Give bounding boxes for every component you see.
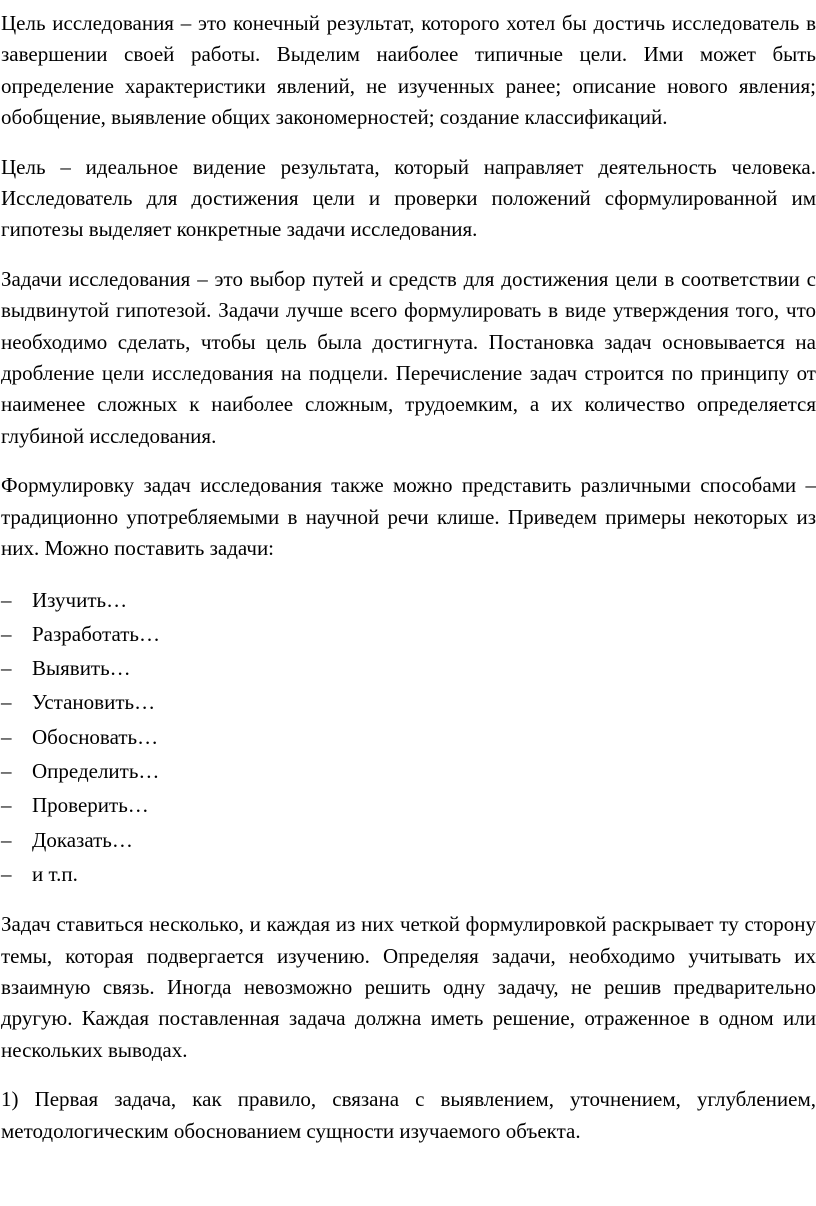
list-item	[1, 583, 816, 617]
list-item-text: и т.п.	[32, 861, 78, 886]
list-bullet: –	[1, 621, 12, 646]
list-item	[1, 720, 816, 754]
task-verb-list	[1, 583, 816, 892]
list-bullet: –	[1, 793, 12, 818]
list-item-text: Выявить…	[32, 656, 131, 681]
list-item	[1, 857, 816, 891]
list-bullet: –	[1, 827, 12, 852]
list-bullet: –	[1, 656, 12, 681]
paragraph-research-tasks: Задачи исследования – это выбор путей и средств для достижения цели в соответствии с выдвинутой гипотезой. Задачи лучше всего формулировать в виде утверждения того, что необходимо сделать, чтобы цель была достигнута. Постановка задач основывается на дробление цели исследования на подцели. Перечисление задач строится по принципу от наименее сложных к наиболее сложным, трудоемким, а их количество определяется глубиной исследования.	[1, 266, 816, 448]
list-bullet: –	[1, 724, 12, 749]
list-bullet: –	[1, 758, 12, 783]
list-item	[1, 651, 816, 685]
paragraph-multiple-tasks: Задач ставиться несколько, и каждая из них четкой формулировкой раскрывает ту сторону темы, которая подвергается изучению. Определяя задачи, необходимо учитывать их взаимную связь. Иногда невозможно решить одну задачу, не решив предварительно другую. Каждая поставленная задача должна иметь решение, отраженное в одном или нескольких выводах.	[1, 912, 816, 1062]
paragraph-goal-definition: Цель – идеальное видение результата, который направляет деятельность человека. Исследователь для достижения цели и проверки положений сформулированной им гипотезы выделяет конкретные задачи исследования.	[1, 154, 816, 242]
list-item	[1, 788, 816, 822]
paragraph-first-task: 1) Первая задача, как правило, связана с выявлением, уточнением, углублением, методологическим обоснованием сущности изучаемого объекта.	[1, 1087, 816, 1143]
paragraph-research-goal: Цель исследования – это конечный результат, которого хотел бы достичь исследователь в завершении своей работы. Выделим наиболее типичные цели. Ими может быть определение характеристики явлений, не изученных ранее; описание нового явления; обобщение, выявление общих закономерностей; создание классификаций.	[1, 11, 816, 130]
list-item	[1, 823, 816, 857]
list-item-text: Доказать…	[32, 827, 133, 852]
list-item	[1, 754, 816, 788]
list-item	[1, 685, 816, 719]
list-item-text: Установить…	[32, 690, 156, 715]
list-item-text: Проверить…	[32, 793, 149, 818]
paragraph-task-formulation: Формулировку задач исследования также можно представить различными способами – традиционно употребляемыми в научной речи клише. Приведем примеры некоторых из них. Можно поставить задачи:	[1, 473, 816, 561]
list-item-text: Определить…	[32, 758, 160, 783]
list-item	[1, 617, 816, 651]
list-bullet: –	[1, 861, 12, 886]
list-bullet: –	[1, 690, 12, 715]
list-item-text: Разработать…	[32, 621, 160, 646]
list-bullet: –	[1, 587, 12, 612]
list-item-text: Обосновать…	[32, 724, 159, 749]
list-item-text: Изучить…	[32, 587, 128, 612]
